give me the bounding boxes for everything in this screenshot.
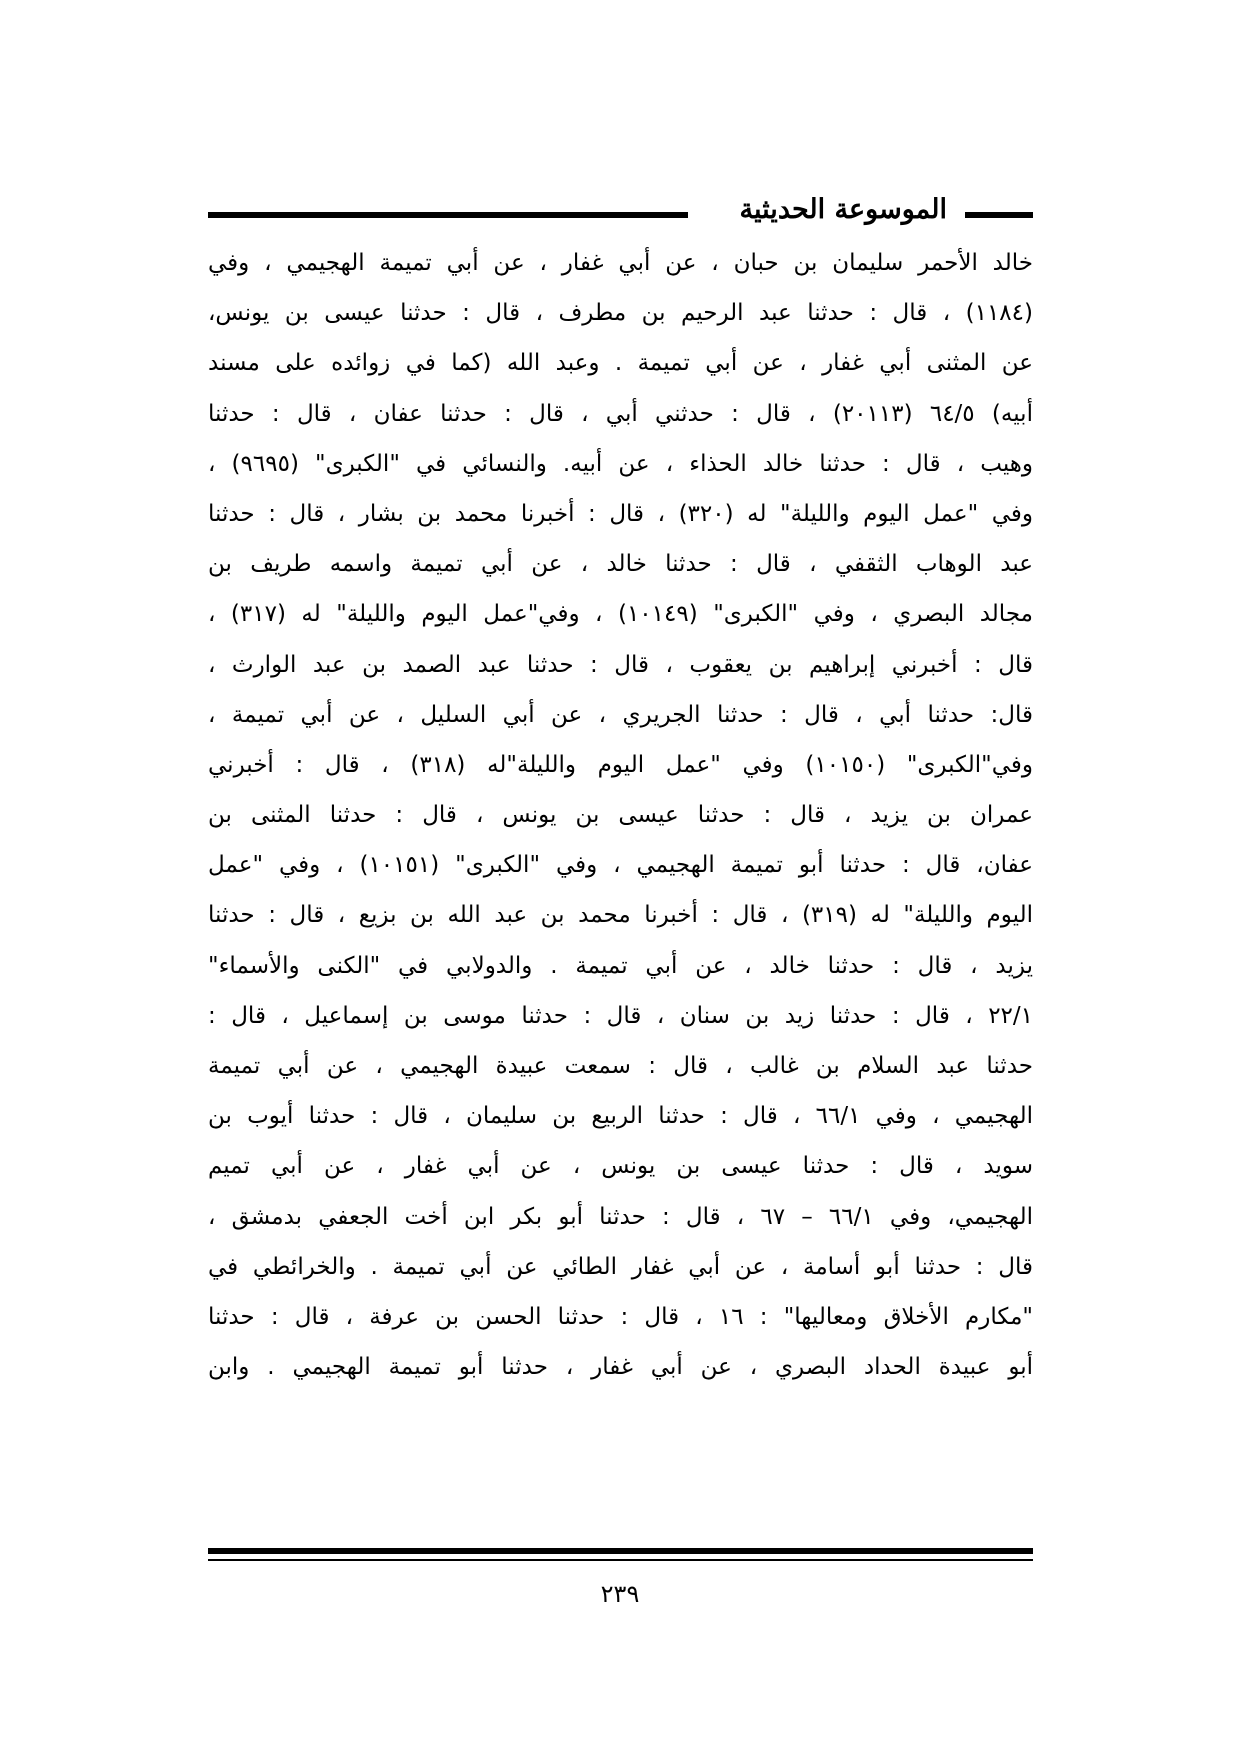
- text-line: خالد الأحمر سليمان بن حبان ، عن أبي غفار ، عن أبي تميمة الهجيمي ، وفي: [208, 250, 1033, 276]
- running-header: [208, 188, 1033, 236]
- text-line: قال: حدثنا أبي ، قال : حدثنا الجريري ، عن أبي السليل ، عن أبي تميمة ،: [208, 701, 1033, 728]
- text-line: عفان، قال : حدثنا أبو تميمة الهجيمي ، وفي "الكبرى" (١٠١٥١) ، وفي "عمل: [208, 852, 1033, 879]
- text-line: عبد الوهاب الثقفي ، قال : حدثنا خالد ، عن أبي تميمة واسمه طريف بن: [208, 551, 1033, 578]
- text-line: وفي"الكبرى" (١٠١٥٠) وفي "عمل اليوم والليلة"له (٣١٨) ، قال : أخبرني: [208, 751, 1033, 778]
- text-line: قال : حدثنا أبو أسامة ، عن أبي غفار الطائي عن أبي تميمة . والخرائطي في: [208, 1253, 1033, 1280]
- text-line: اليوم والليلة" له (٣١٩) ، قال : أخبرنا محمد بن عبد الله بن بزيع ، قال : حدثنا: [208, 902, 1033, 929]
- text-line: قال : أخبرني إبراهيم بن يعقوب ، قال : حدثنا عبد الصمد بن عبد الوارث ،: [208, 651, 1033, 678]
- footer-rule-thin: [208, 1559, 1033, 1561]
- text-line: سويد ، قال : حدثنا عيسى بن يونس ، عن أبي غفار ، عن أبي تميم: [208, 1153, 1033, 1180]
- text-line: "مكارم الأخلاق ومعاليها" : ١٦ ، قال : حدثنا الحسن بن عرفة ، قال : حدثنا: [208, 1303, 1033, 1330]
- text-line: الهجيمي ، وفي ٦٦/١ ، قال : حدثنا الربيع بن سليمان ، قال : حدثنا أيوب بن: [208, 1103, 1033, 1130]
- text-line: الهجيمي، وفي ٦٦/١ – ٦٧ ، قال : حدثنا أبو بكر ابن أخت الجعفي بدمشق ،: [208, 1203, 1033, 1230]
- text-line: ٢٢/١ ، قال : حدثنا زيد بن سنان ، قال : حدثنا موسى بن إسماعيل ، قال :: [208, 1002, 1033, 1029]
- footer-rule-thick: [208, 1548, 1033, 1554]
- text-line: أبيه) ٦٤/٥ (٢٠١١٣) ، قال : حدثني أبي ، قال : حدثنا عفان ، قال : حدثنا: [208, 400, 1033, 427]
- text-line: عمران بن يزيد ، قال : حدثنا عيسى بن يونس ، قال : حدثنا المثنى بن: [208, 802, 1033, 829]
- text-line: يزيد ، قال : حدثنا خالد ، عن أبي تميمة . والدولابي في "الكنى والأسماء": [208, 952, 1033, 979]
- text-line: أبو عبيدة الحداد البصري ، عن أبي غفار ، حدثنا أبو تميمة الهجيمي . وابن: [208, 1354, 1033, 1381]
- text-line: حدثنا عبد السلام بن غالب ، قال : سمعت عبيدة الهجيمي ، عن أبي تميمة: [208, 1053, 1033, 1079]
- header-rule-right: [965, 212, 1033, 218]
- text-line: عن المثنى أبي غفار ، عن أبي تميمة . وعبد الله (كما في زوائده على مسند: [208, 350, 1033, 377]
- text-line: (١١٨٤) ، قال : حدثنا عبد الرحيم بن مطرف ، قال : حدثنا عيسى بن يونس،: [208, 300, 1033, 327]
- body-text: [208, 238, 1033, 1392]
- header-rule-left: [208, 212, 688, 218]
- text-line: وهيب ، قال : حدثنا خالد الحذاء ، عن أبيه. والنسائي في "الكبرى" (٩٦٩٥) ،: [208, 450, 1033, 477]
- text-line: وفي "عمل اليوم والليلة" له (٣٢٠) ، قال : أخبرنا محمد بن بشار ، قال : حدثنا: [208, 500, 1033, 527]
- header-title: الموسوعة الحديثية: [739, 194, 947, 225]
- page-number: ٢٣٩: [600, 1580, 640, 1608]
- text-line: مجالد البصري ، وفي "الكبرى" (١٠١٤٩) ، وفي"عمل اليوم والليلة" له (٣١٧) ،: [208, 601, 1033, 628]
